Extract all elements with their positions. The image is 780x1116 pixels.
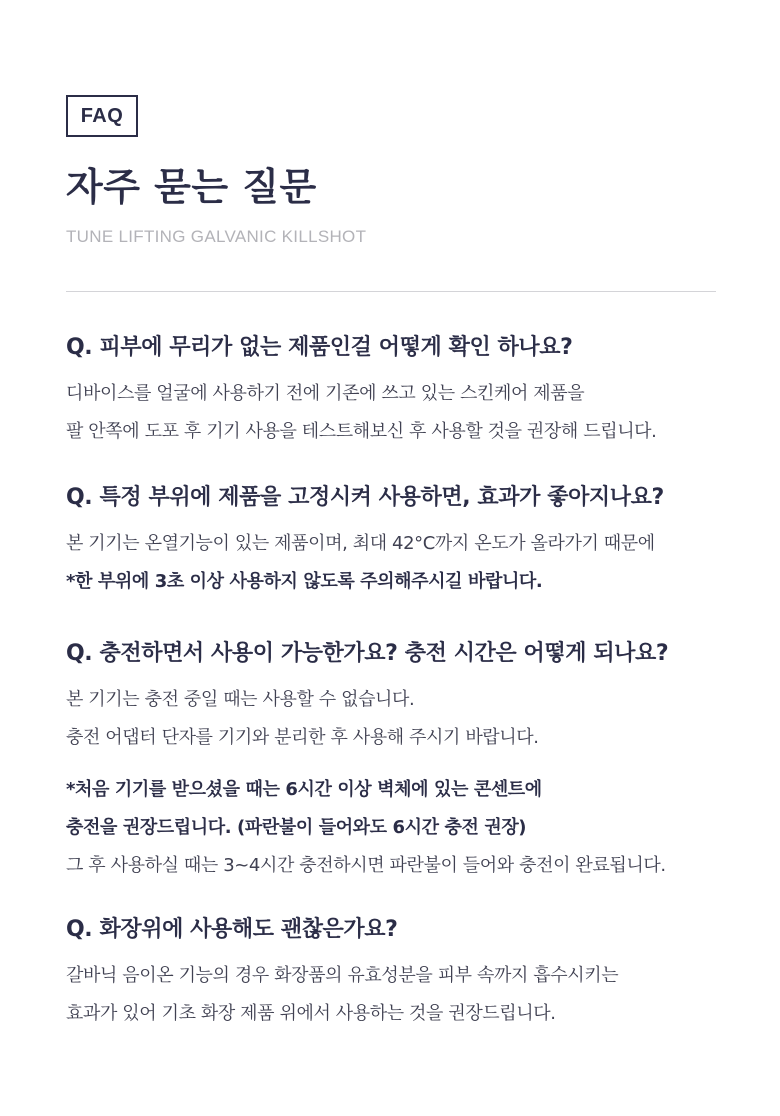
faq-question: Q. 충전하면서 사용이 가능한가요? 충전 시간은 어떻게 되나요?	[66, 641, 669, 666]
faq-question: Q. 특정 부위에 제품을 고정시켜 사용하면, 효과가 좋아지나요?	[66, 485, 664, 510]
faq-item-over-makeup	[66, 915, 726, 1033]
answer-line: 본 기기는 온열기능이 있는 제품이며, 최대 42°C까지 온도가 올라가기 때문에	[66, 533, 655, 554]
charging-note-line: 그 후 사용하실 때는 3~4시간 충전하시면 파란불이 들어와 충전이 완료됩니다.	[66, 855, 666, 876]
faq-answer	[66, 957, 726, 1033]
answer-line: 팔 안쪽에 도포 후 기기 사용을 테스트해보신 후 사용할 것을 권장해 드립니다.	[66, 421, 657, 442]
answer-line: 효과가 있어 기초 화장 제품 위에서 사용하는 것을 권장드립니다.	[66, 1003, 556, 1024]
faq-answer	[66, 375, 726, 451]
faq-item-skin-test	[66, 333, 726, 451]
page-title: 자주 묻는 질문	[66, 165, 317, 209]
faq-badge: FAQ	[66, 95, 138, 137]
faq-answer	[66, 681, 726, 757]
answer-line: 본 기기는 충전 중일 때는 사용할 수 없습니다.	[66, 689, 415, 710]
faq-question: Q. 피부에 무리가 없는 제품인걸 어떻게 확인 하나요?	[66, 335, 573, 360]
answer-line: 충전 어댑터 단자를 기기와 분리한 후 사용해 주시기 바랍니다.	[66, 727, 539, 748]
charging-note-bold: *처음 기기를 받으셨을 때는 6시간 이상 벽체에 있는 콘센트에	[66, 779, 542, 800]
answer-warning: *한 부위에 3초 이상 사용하지 않도록 주의해주시길 바랍니다.	[66, 571, 543, 592]
answer-line: 디바이스를 얼굴에 사용하기 전에 기존에 쓰고 있는 스킨케어 제품을	[66, 383, 585, 404]
charging-note-bold: 충전을 권장드립니다. (파란불이 들어와도 6시간 충전 권장)	[66, 817, 527, 838]
faq-item-charging	[66, 639, 726, 885]
answer-line: 갈바닉 음이온 기능의 경우 화장품의 유효성분을 피부 속까지 흡수시키는	[66, 965, 619, 986]
faq-question: Q. 화장위에 사용해도 괜찮은가요?	[66, 917, 398, 942]
product-name-subtitle: TUNE LIFTING GALVANIC KILLSHOT	[66, 227, 367, 246]
faq-answer	[66, 525, 726, 601]
header-divider	[66, 291, 716, 292]
charging-note	[66, 771, 726, 885]
faq-item-fixed-area	[66, 483, 726, 601]
